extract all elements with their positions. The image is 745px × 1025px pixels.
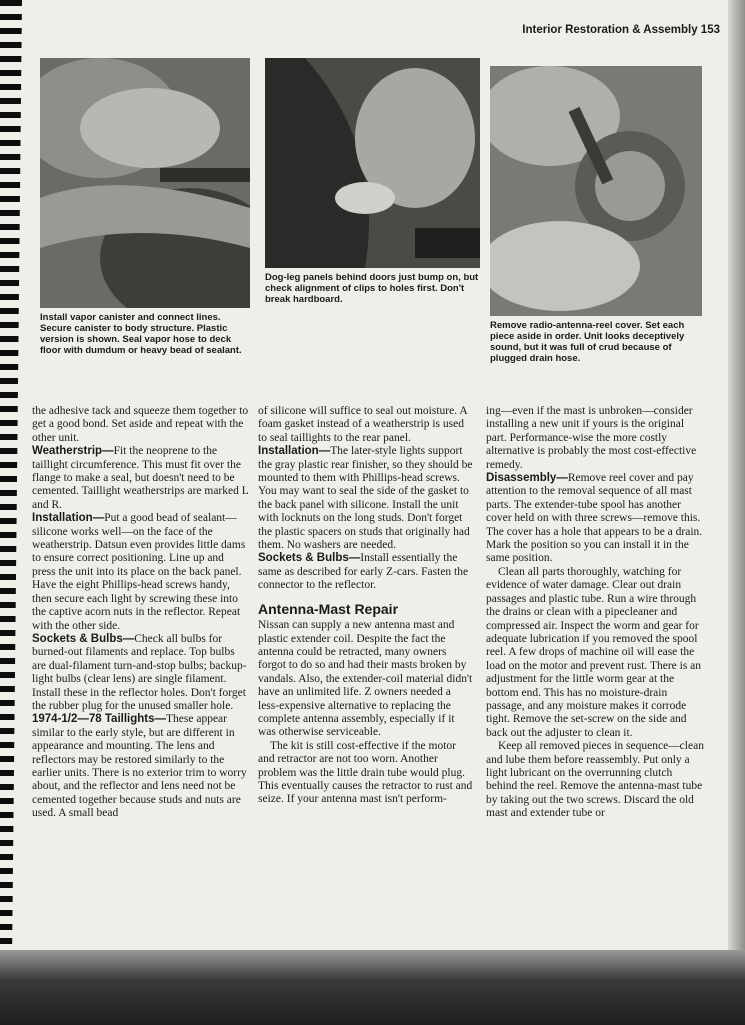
col2-installation — [258, 445, 473, 552]
taillights-text: These appear similar to the early style, but are different in appearance and mounting. The lens and reflectors may be restored similarly to the earlier units. There is no exterior trim to worry about, and the reflector and lens need not be cemented together because studs and nuts are used. A small bead — [32, 713, 247, 820]
disassembly-text: Remove reel cover and pay attention to the removal sequence of all mast parts. The extender-tube spool has another cover held on with three screws—remove this. The cover has a hole that appears to be a drain. Mark the position so you can install it in the same position. — [486, 472, 703, 565]
run-in-head-sockets: Sockets & Bulbs— — [32, 632, 135, 645]
section-title: Antenna-Mast Repair — [258, 600, 399, 617]
col1-installation — [32, 512, 250, 633]
spiral-binding — [0, 0, 22, 950]
run-in-head-disassembly: Disassembly— — [486, 472, 568, 485]
run-in-head-installation: Installation— — [32, 512, 105, 525]
col1-weatherstrip — [32, 445, 250, 512]
col2-antenna-paragraph: Nissan can supply a new antenna mast and plastic extender coil. Despite the fact the antenna could be retracted, many owners forgot to do so and had their masts broken by vandals. Also, the extender-coil material didn't have an unlimited life. Z owners needed a less-expensive alternative to replacing the complete antenna assembly, especially if it was otherwise serviceable. — [258, 619, 473, 739]
col1-sockets — [32, 633, 250, 713]
page-edge — [728, 0, 745, 950]
text-column-2 — [258, 405, 473, 807]
running-head: Interior Restoration & Assembly 153 — [522, 24, 720, 36]
scan-shadow — [0, 950, 745, 1025]
text-column-1 — [32, 405, 250, 821]
sockets-text-2: Install essentially the same as described for early Z-cars. Fasten the connector to the reflector. — [258, 552, 469, 592]
col3-clean-paragraph: Clean all parts thoroughly, watching for evidence of water damage. Clear out drain passages and plastic tube. Run a wire through the drains or clean with a pipecleaner and compressed air. Inspect the worm and gear for adequate lubrication if you removed the spool reel. A few drops of machine oil will ease the load on the motor and prevent rust. There is an adjustment for the little worm gear at the bottom end. This has no moisture-drain passage, and any moisture makes it corrode tight. Remove the set-screw on the side and back out the adjuster to clean it. — [486, 565, 702, 739]
photo-dog-leg-panels — [265, 58, 480, 268]
caption-photo3: Remove radio-antenna-reel cover. Set each piece aside in order. Unit looks deceptively sound, but it was full of crud because of plugged drain hose. — [490, 320, 685, 364]
col1-taillights — [32, 713, 250, 820]
col3-disassembly — [486, 472, 706, 566]
caption-photo1: Install vapor canister and connect lines. Secure canister to body structure. Plastic version is shown. Seal vapor hose to deck floor with dumdum or heavy bead of sealant. — [40, 312, 242, 356]
installation-text-2: The later-style lights support the gray plastic rear finisher, so they should be mounted to them with Phillips-head screws. You may want to seal the side of the gasket to the back panel with silicone. Install the unit with locknuts on the long studs. Don't forget the plastic spacers on studs that originally had them. No washers are needed. — [258, 445, 473, 552]
sockets-text: Check all bulbs for burned-out filaments and replace. Top bulbs are dual-filament turn-and-stop bulbs; backup-light bulbs (clear lens) are single filament. Install these in the reflector holes. Don't forget the rubber plug for the unused smaller hole. — [32, 632, 247, 712]
run-in-head-sockets-2: Sockets & Bulbs— — [258, 552, 361, 565]
run-in-head-installation-2: Installation— — [258, 445, 331, 458]
col2-paragraph: of silicone will suffice to seal out moisture. A foam gasket instead of a weatherstrip is used to seal taillights to the rear panel. — [258, 405, 467, 444]
photo-vapor-canister — [40, 58, 250, 308]
weatherstrip-text: Fit the neoprene to the taillight circumference. This must fit over the flange to make a seal, but doesn't need to be cemented. Taillight weatherstrips are marked L and R. — [32, 445, 249, 511]
col2-kit-paragraph: The kit is still cost-effective if the motor and retractor are not too worn. Another problem was the little drain tube would plug. This eventually causes the retractor to rust and seize. If your antenna mast isn't perform- — [258, 739, 473, 806]
col3-paragraph: ing—even if the mast is unbroken—consider installing a new unit if yours is the original part. Performance-wise the more costly alternative is probably the most cost-effective remedy. — [486, 405, 697, 471]
col3-keep-paragraph: Keep all removed pieces in sequence—clean and lube them before reassembly. Put only a light lubricant on the overrunning clutch behind the reel. Remove the antenna-mast tube by taking out the two screws. Discard the old mast and extender tube or — [486, 740, 704, 820]
photo-antenna-reel — [490, 66, 702, 316]
installation-text: Put a good bead of sealant—silicone works well—on the face of the weatherstrip. Datsun even provides little dams to ensure correct positioning. Line up and press the unit into its place on the back panel. Have the eight Phillips-head screws handy, then secure each light by screwing these into the captive acorn nuts in the reflector. Repeat with the other side. — [32, 512, 246, 632]
col2-sockets — [258, 552, 473, 592]
caption-photo2: Dog-leg panels behind doors just bump on, but check alignment of clips to holes first. Don't break hardboard. — [265, 272, 479, 305]
col1-paragraph: the adhesive tack and squeeze them together to get a good bond. Set aside and repeat with the other unit. — [32, 405, 249, 444]
run-in-head-weatherstrip: Weatherstrip— — [32, 445, 114, 458]
run-in-head-taillights: 1974-1/2—78 Taillights— — [32, 713, 167, 726]
text-column-3 — [486, 405, 706, 821]
